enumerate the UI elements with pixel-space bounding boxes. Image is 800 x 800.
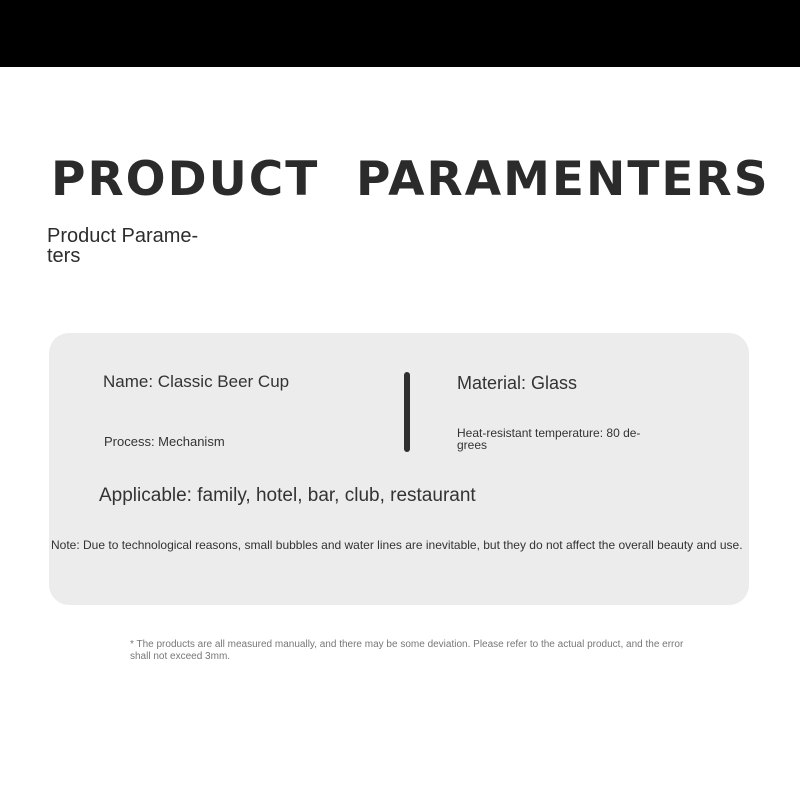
measurement-footnote: * The products are all measured manually, and there may be some deviation. Please refer to the actual product, and the error shall not exceed 3mm. [130, 639, 684, 662]
top-black-band [0, 0, 800, 67]
param-name: Name: Classic Beer Cup [103, 372, 290, 391]
param-applicable: Applicable: family, hotel, bar, club, restaurant [99, 485, 476, 506]
param-material: Material: Glass [457, 373, 578, 393]
page-title: PRODUCT PARAMENTERS [51, 152, 770, 207]
param-process: Process: Mechanism [104, 434, 225, 449]
page-subtitle: Product Parame-ters [47, 225, 199, 267]
param-note: Note: Due to technological reasons, small bubbles and water lines are inevitable, but they do not affect the overall beauty and use. [51, 538, 743, 552]
vertical-divider [404, 372, 410, 452]
parameters-card [49, 333, 749, 605]
param-heat-resistance: Heat-resistant temperature: 80 de-grees [457, 426, 641, 452]
